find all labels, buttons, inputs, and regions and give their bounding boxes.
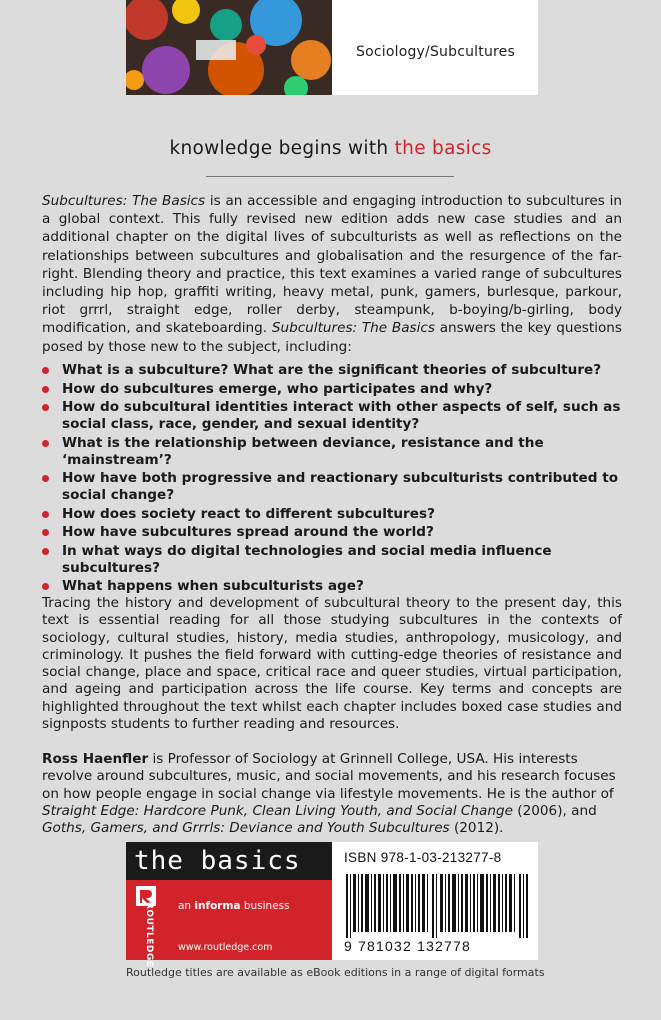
ebook-note: Routledge titles are available as eBook editions in a range of digital formats: [126, 966, 545, 979]
key-questions-list: [42, 362, 632, 597]
divider: [206, 176, 454, 177]
intro-text-2: answers the key questions posed by those new to the subject, including:: [42, 320, 623, 355]
bullet-icon: [42, 386, 49, 393]
list-item: What is the relationship between deviance, resistance and the ‘mainstream’?: [42, 435, 632, 469]
author-name: Ross Haenfler: [42, 751, 149, 767]
cover-artwork: [126, 0, 332, 95]
book-title-1: Straight Edge: Hardcore Punk, Clean Living Youth, and Social Change: [42, 802, 513, 819]
list-item: What is a subculture? What are the significant theories of subculture?: [42, 362, 632, 379]
list-item: How have subcultures spread around the world?: [42, 524, 632, 541]
tagline-prefix: knowledge begins with: [169, 138, 395, 159]
publisher-website: www.routledge.com: [178, 942, 273, 953]
intro-book-title: Subcultures: The Basics: [42, 193, 206, 209]
tagline-accent: the basics: [394, 138, 492, 159]
barcode-image: [346, 874, 530, 938]
series-tagline: [0, 138, 661, 159]
list-item: How do subcultures emerge, who participates and why?: [42, 381, 632, 398]
bullet-icon: [42, 511, 49, 518]
description-paragraph: Tracing the history and development of subcultural theory to the present day, this text is essential reading for all those studying subcultures in the contexts of sociology, cultural studies, history, media studies, anthropology, musicology, and criminology. It pushes the field forward with cutting-edge theories of resistance and social change, place and space, critical race and queer studies, virtual participation, and ageing and participation across the life course. Key terms and concepts are highlighted throughout the text whilst each chapter includes boxed case studies and signposts students to further reading and resources.: [42, 595, 622, 733]
intro-text: is an accessible and engaging introduction to subcultures in a global context. This fully revised new edition adds new case studies and an additional chapter on the digital lives of subculturists as well as reflections on the relationships between subcultures and globalisation and the resurgence of the far-right. Blending theory and practice, this text examines a varied range of subcultures including hip hop, graffiti writing, heavy metal, punk, gamers, burlesque, parkour, riot grrrl, straight edge, roller derby, steampunk, b-boying/b-girling, body modification, and skateboarding.: [42, 193, 623, 337]
bullet-icon: [42, 529, 49, 536]
list-item: In what ways do digital technologies and social media influence subcultures?: [42, 543, 632, 577]
series-title: the basics: [134, 846, 301, 876]
bullet-icon: [42, 404, 49, 411]
list-item: How have both progressive and reactionary subculturists contributed to social change?: [42, 470, 632, 504]
bullet-icon: [42, 583, 49, 590]
isbn-barcode-block: [332, 842, 538, 960]
category-label: Sociology/Subcultures: [356, 44, 515, 60]
list-item: How does society react to different subcultures?: [42, 506, 632, 523]
bullet-icon: [42, 475, 49, 482]
bullet-icon: [42, 548, 49, 555]
bullet-icon: [42, 440, 49, 447]
list-item: What happens when subculturists age?: [42, 578, 632, 595]
intro-paragraph: [42, 192, 622, 356]
series-logo-block: [126, 842, 332, 968]
category-label-box: [332, 0, 538, 95]
publisher-name: ROUTLEDGE: [144, 902, 154, 968]
book-title-2: Goths, Gamers, and Grrrls: Deviance and Youth Subcultures: [42, 820, 450, 837]
intro-book-title-2: Subcultures: The Basics: [271, 320, 435, 337]
informa-tagline: an informa business: [178, 900, 290, 912]
list-item: How do subcultural identities interact with other aspects of self, such as social class, race, gender, and sexual identity?: [42, 399, 632, 433]
graffiti-collage-image: [126, 0, 332, 95]
bullet-icon: [42, 367, 49, 374]
author-bio: Ross Haenfler is Professor of Sociology at Grinnell College, USA. His interests revolve around subcultures, music, and social movements, and his research focuses on how people engage in social change via lifestyle movements. He is the author of Straight Edge: Hardcore Punk, Clean Living Youth, and Social Change (2006), and Goths, Gamers, and Grrrls: Deviance and Youth Subcultures (2012).: [42, 751, 616, 837]
barcode-digits: 9 781032 132778: [344, 938, 471, 954]
isbn-label: ISBN 978-1-03-213277-8: [344, 850, 502, 865]
